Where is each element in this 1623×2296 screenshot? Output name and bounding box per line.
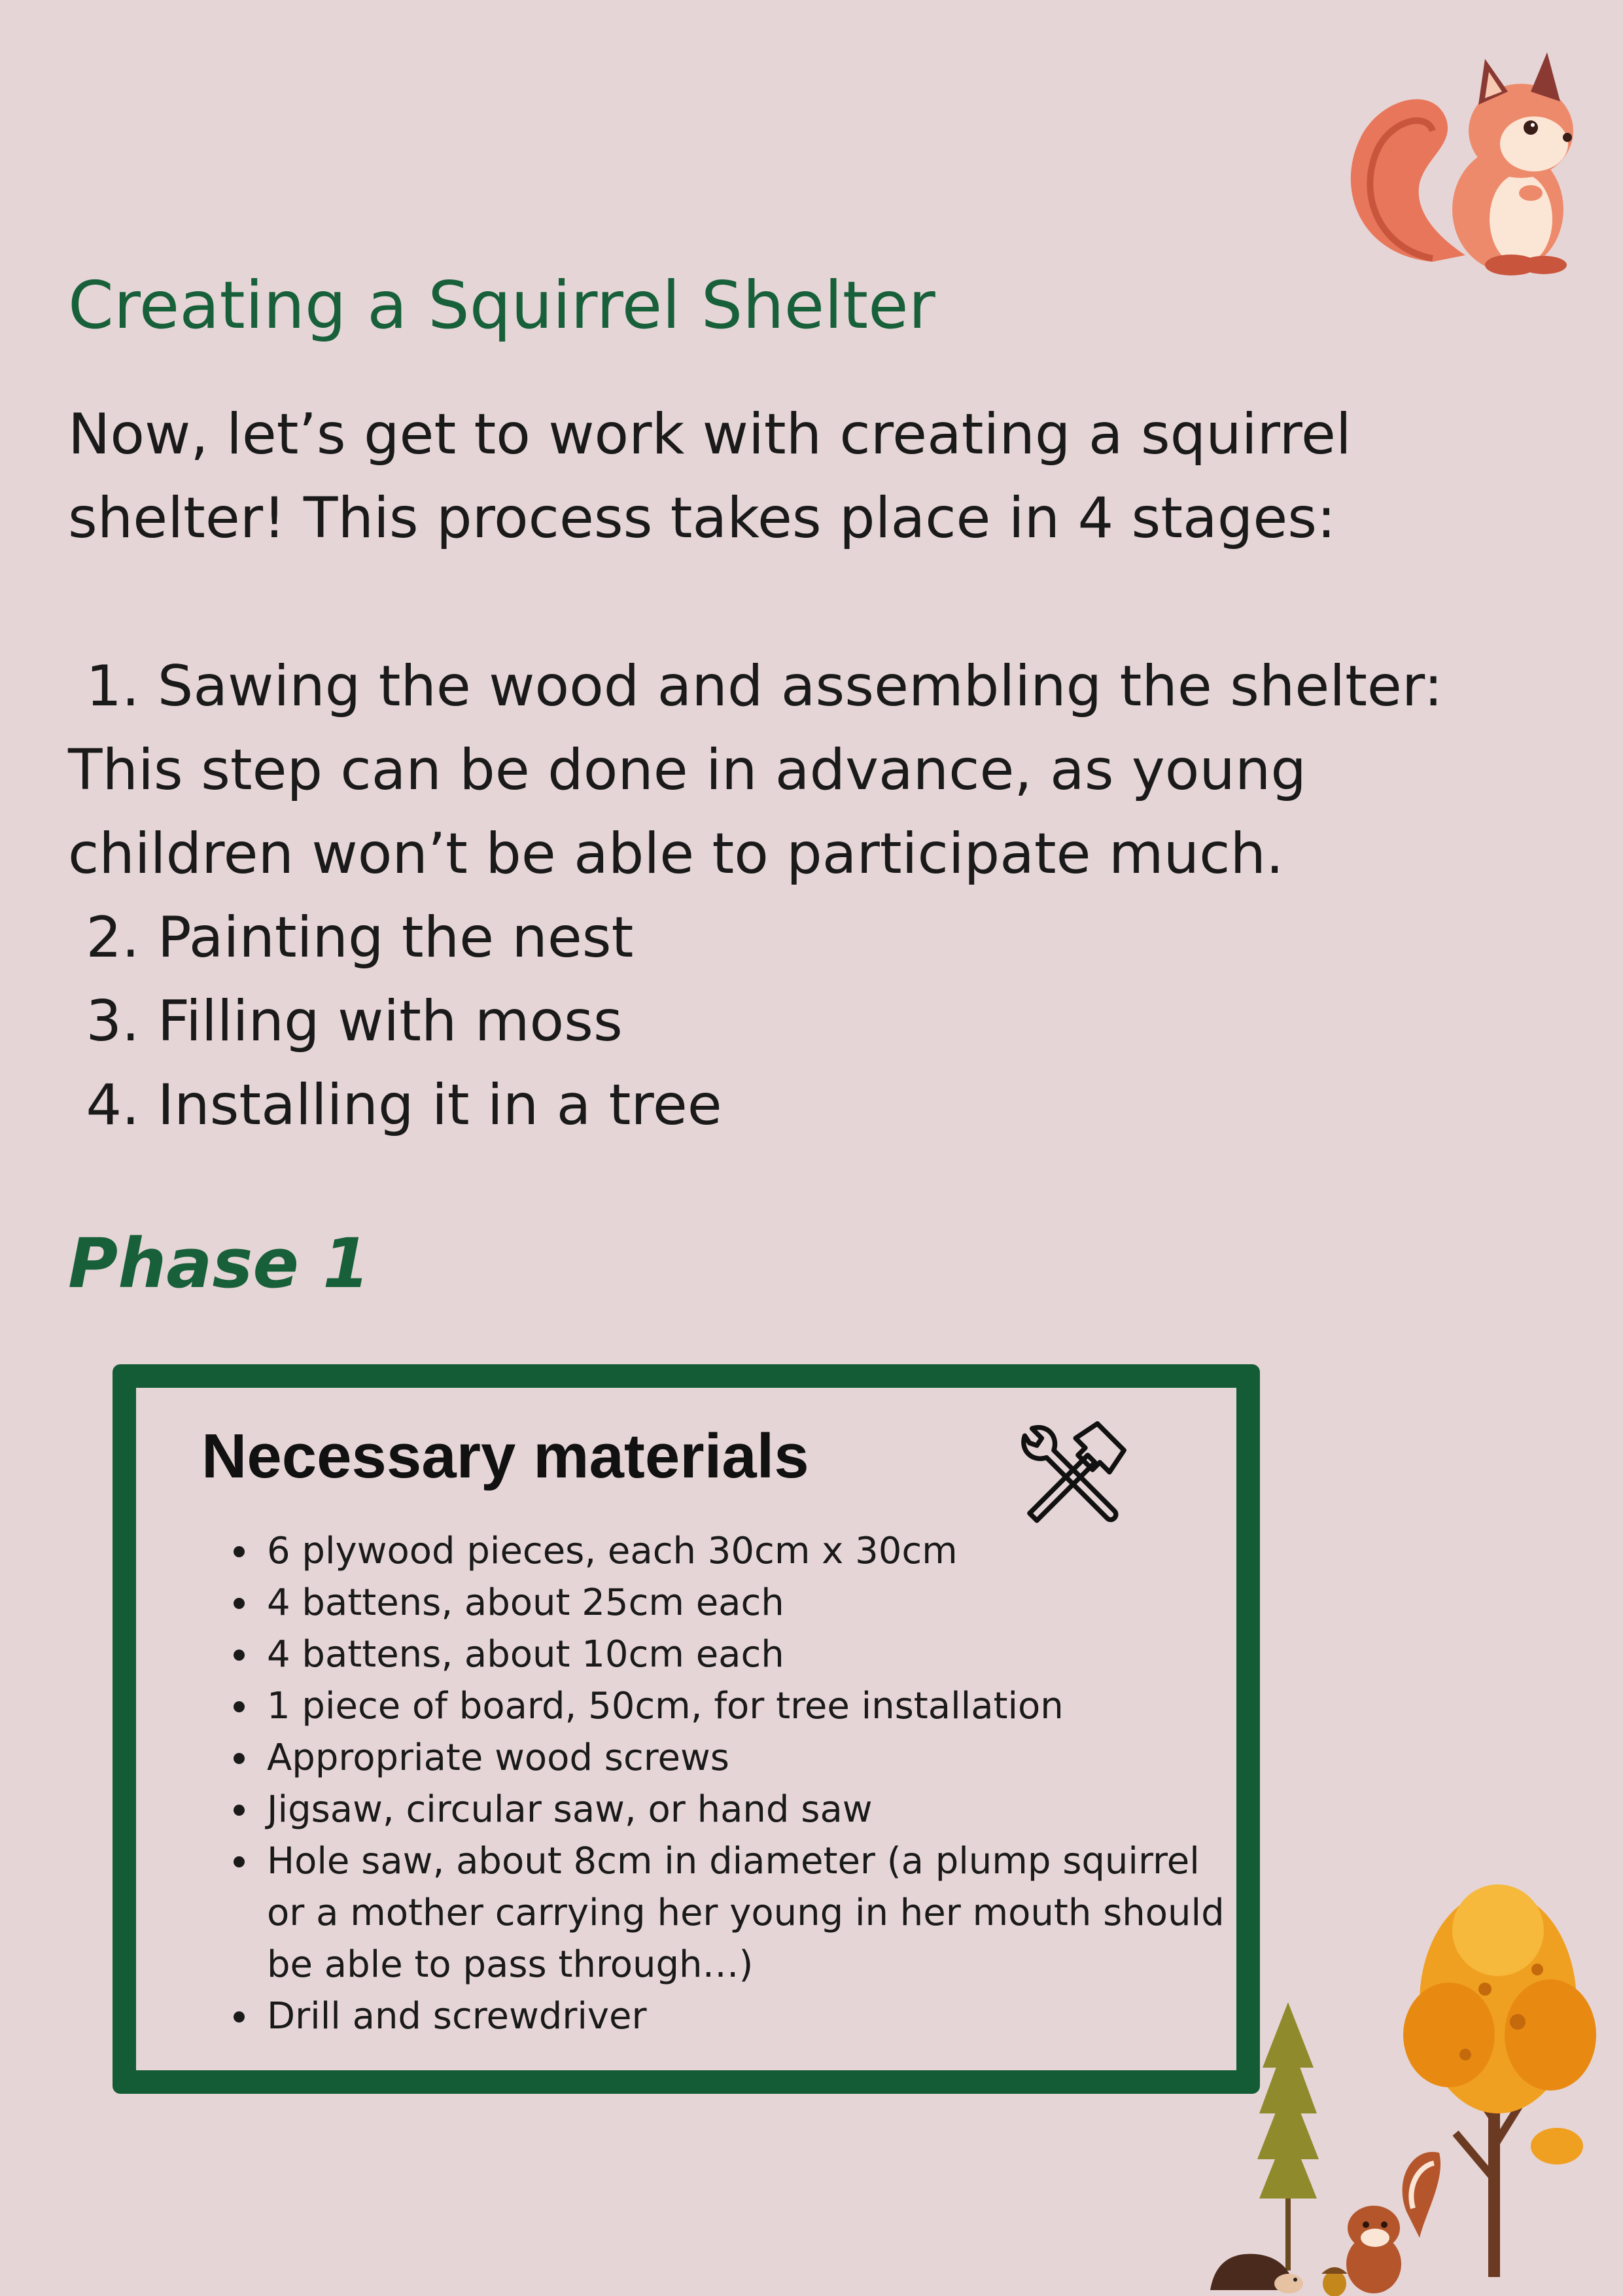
stage-item-2	[68, 896, 1599, 980]
list-item: • 4 battens, about 25cm each	[260, 1577, 1242, 1629]
list-item: • Jigsaw, circular saw, or hand saw	[260, 1784, 1242, 1835]
stage-description: This step can be done in advance, as young	[68, 737, 1307, 803]
stage-description: children won’t be able to participate much.	[68, 821, 1284, 887]
stage-list	[68, 645, 1599, 1147]
stage-number: 1.	[86, 654, 140, 719]
intro-line: shelter! This process takes place in 4 stages:	[68, 486, 1336, 551]
list-item: • Appropriate wood screws	[260, 1732, 1242, 1784]
forest-illustration	[1197, 1871, 1623, 2296]
intro-line: Now, let’s get to work with creating a squirrel	[68, 402, 1352, 467]
stage-number: 3.	[86, 989, 140, 1054]
stage-label: Installing it in a tree	[157, 1072, 722, 1138]
materials-list	[208, 1525, 1242, 2042]
stage-label: Filling with moss	[157, 989, 623, 1054]
list-item: • 4 battens, about 10cm each	[260, 1629, 1242, 1680]
stage-number: 4.	[86, 1072, 140, 1138]
tools-icon	[1013, 1414, 1134, 1535]
phase-title: Phase 1	[68, 1224, 370, 1303]
materials-title: Necessary materials	[201, 1421, 809, 1491]
list-item: • 1 piece of board, 50cm, for tree installation	[260, 1680, 1242, 1732]
page-title: Creating a Squirrel Shelter	[68, 267, 935, 344]
list-item: • Drill and screwdriver	[260, 1990, 1242, 2042]
stage-item-4	[68, 1063, 1599, 1147]
intro-text	[68, 393, 1573, 560]
materials-box	[113, 1364, 1260, 2094]
stage-item-3	[68, 980, 1599, 1063]
stage-label: Sawing the wood and assembling the shelter:	[157, 654, 1443, 719]
stage-label: Painting the nest	[157, 905, 634, 970]
squirrel-illustration	[1335, 46, 1583, 281]
stage-item-1	[68, 645, 1599, 896]
list-item: • Hole saw, about 8cm in diameter (a plump squirrel or a mother carrying her young in her mouth should be able to pass through…)	[260, 1835, 1242, 1990]
list-item: • 6 plywood pieces, each 30cm x 30cm	[260, 1525, 1242, 1577]
stage-number: 2.	[86, 905, 140, 970]
